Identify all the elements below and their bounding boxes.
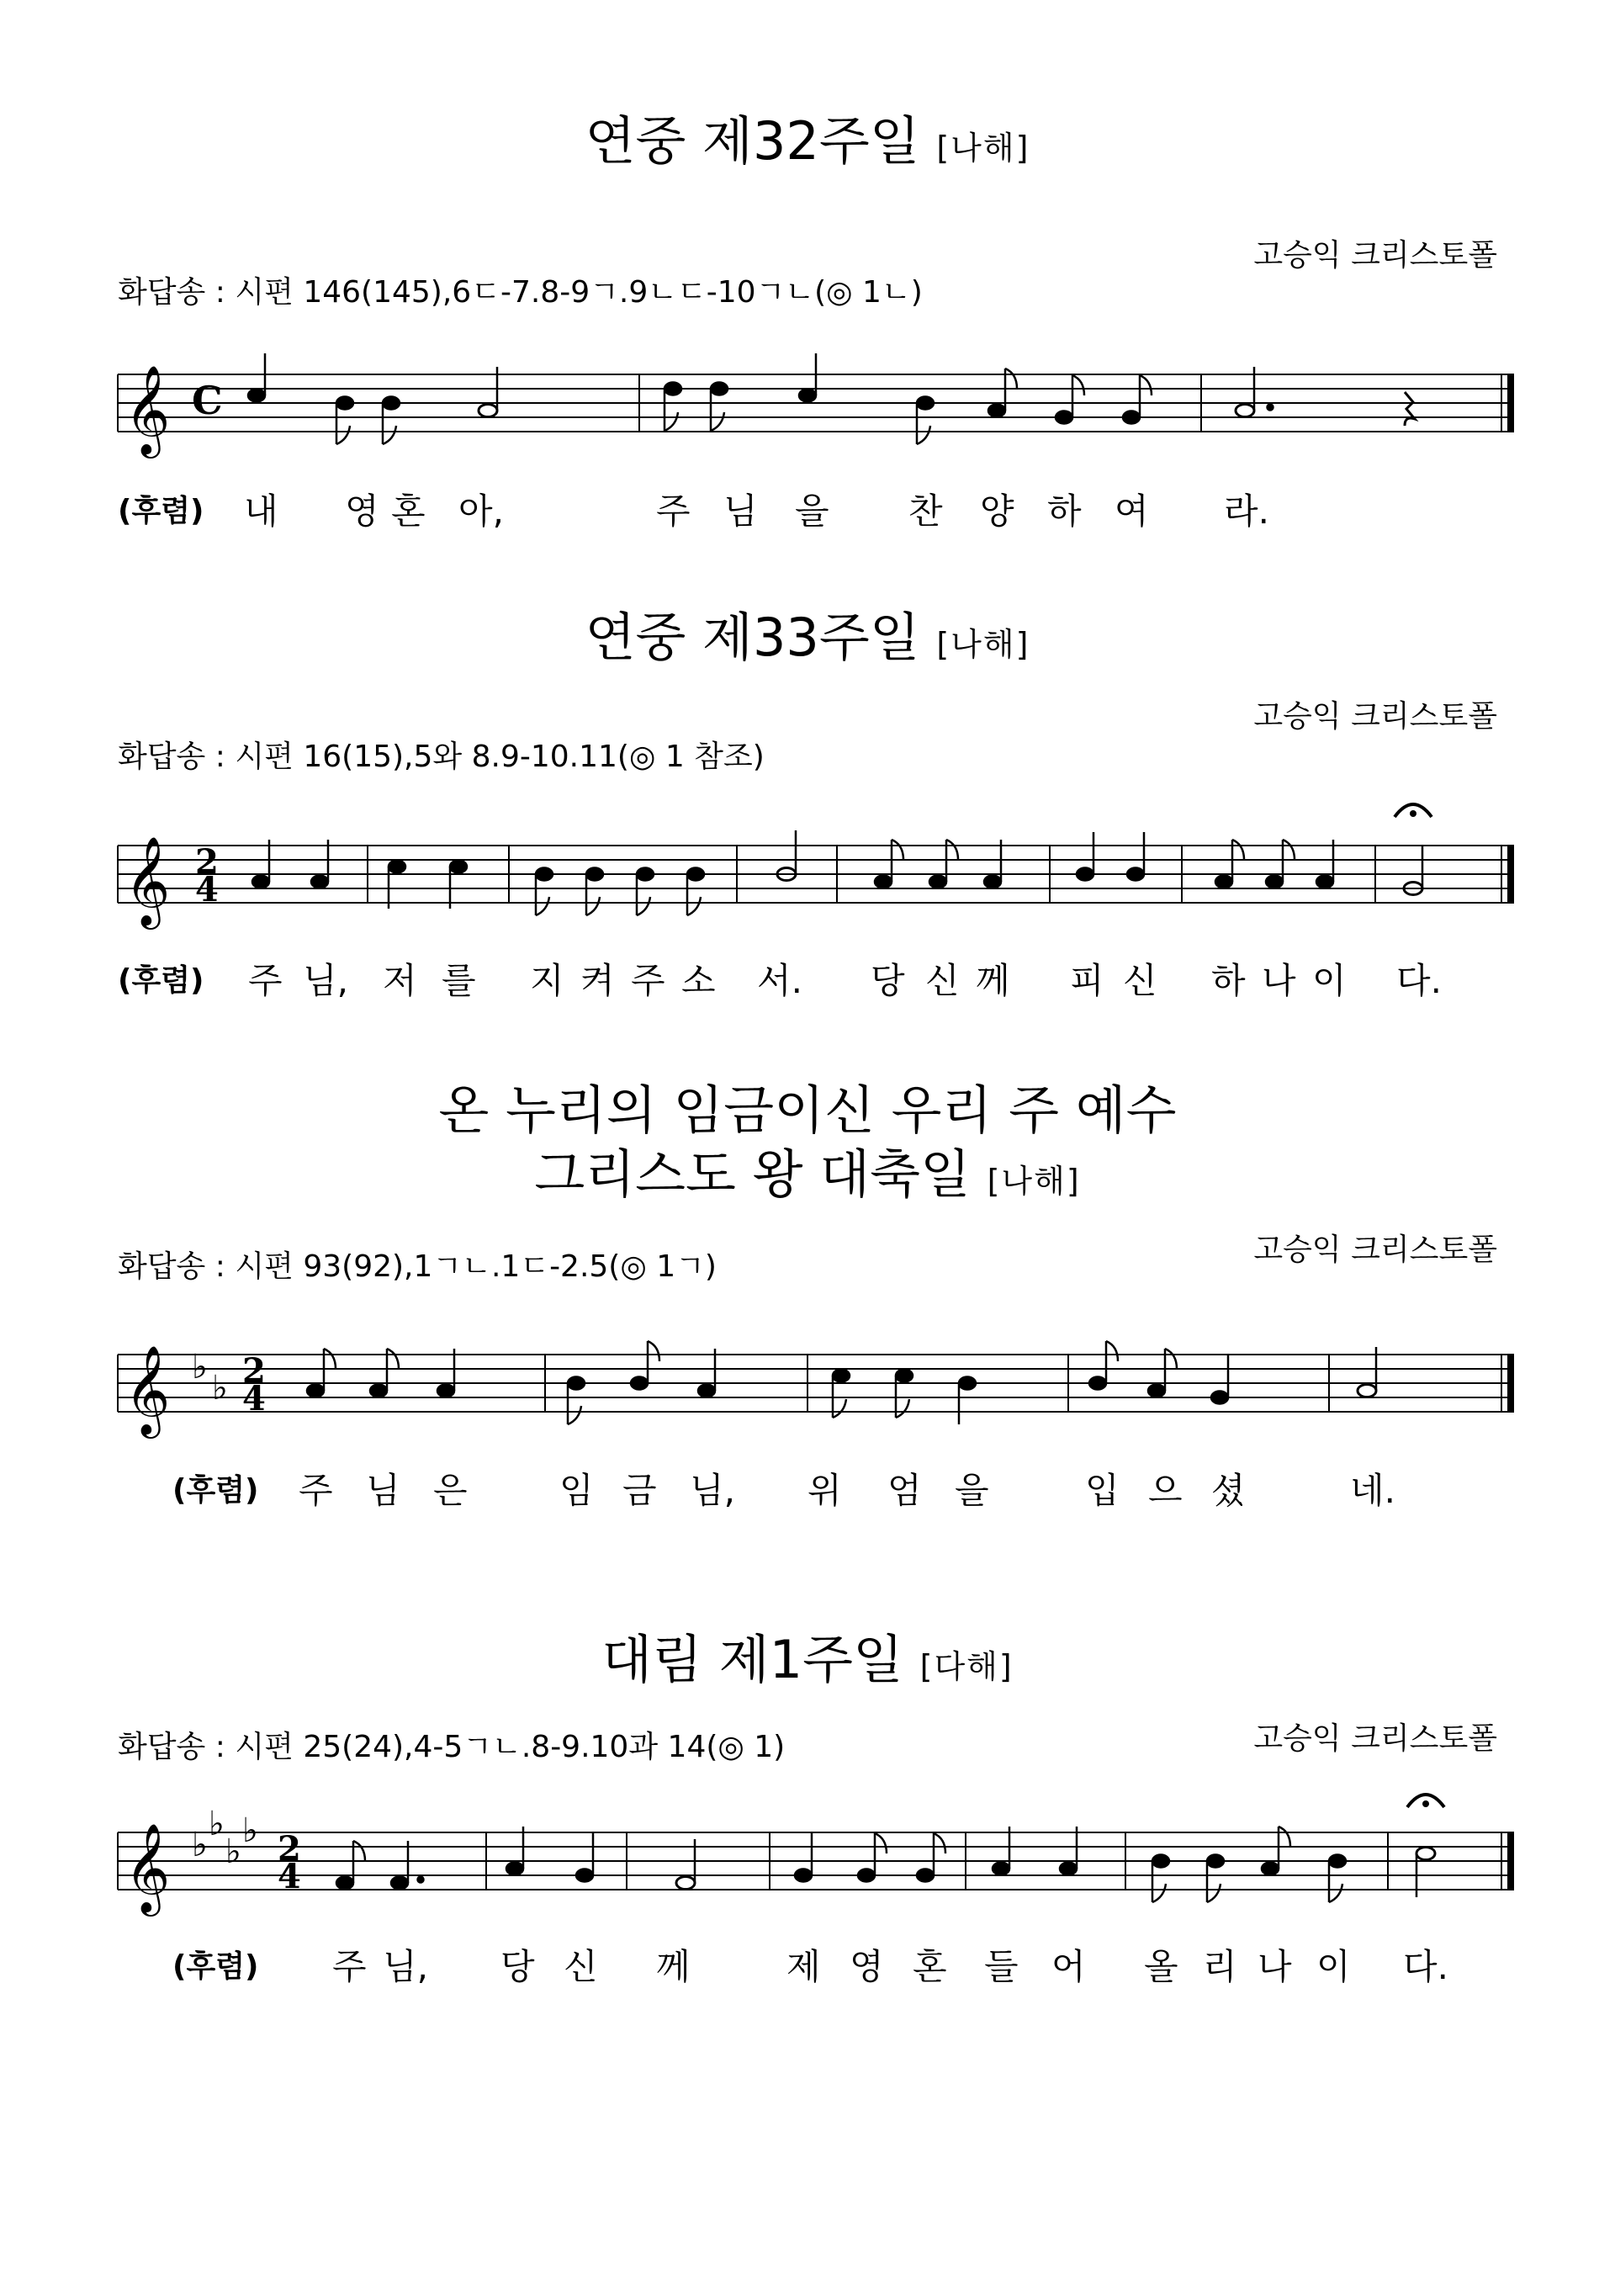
composer: 고승익 크리스토폴 (1253, 1233, 1497, 1267)
refrain-label: (후렴) (118, 494, 204, 528)
lyric-syllable: 당 (500, 1946, 535, 1987)
flat-icon: ♭ (192, 1826, 208, 1864)
lyric-syllable: 소 (681, 960, 716, 1001)
lyric-syllable: 서. (757, 960, 802, 1001)
piece-title (0, 1628, 1615, 1699)
lyric-syllable: 은 (433, 1470, 468, 1511)
svg-text:4: 4 (278, 1857, 301, 1896)
lyric-syllable: 을 (955, 1470, 989, 1511)
lyric-syllable: 양 (980, 490, 1014, 532)
lyric-syllable: 님 (723, 490, 758, 532)
lyric-syllable: 라. (1224, 490, 1269, 532)
lyric-syllable: 아, (458, 490, 504, 532)
lyric-syllable: 여 (1115, 490, 1149, 532)
piece-4 (0, 1628, 1615, 2099)
lyric-syllable: 을 (795, 490, 829, 532)
piece-title (0, 1079, 1615, 1213)
treble-clef-icon: 𝄞 (124, 1344, 171, 1434)
flat-icon: ♭ (192, 1348, 208, 1387)
lyric-syllable: 임 (559, 1470, 594, 1511)
piece-title (0, 606, 1615, 676)
time-signature: 2 (278, 1829, 301, 1869)
lyric-syllable: 님 (366, 1470, 400, 1511)
lyric-syllable: 혼 (913, 1946, 947, 1987)
lyric-syllable: 님, (690, 1470, 735, 1511)
music-staff (0, 1782, 1615, 1933)
lyric-syllable: 주 (248, 960, 283, 1001)
lyric-syllable: 입 (1085, 1470, 1120, 1511)
piece-3 (0, 1079, 1615, 1550)
refrain-label: (후렴) (118, 963, 204, 998)
treble-clef-icon: 𝄞 (124, 364, 171, 454)
music-staff (0, 337, 1615, 488)
refrain-label: (후렴) (172, 1949, 259, 1984)
lyric-syllable: 하 (1047, 490, 1082, 532)
response-psalm: 화답송 : 시편 146(145),6ㄷ-7.8-9ㄱ.9ㄴㄷ-10ㄱㄴ(◎ 1ㄴ) (118, 275, 923, 310)
lyric-syllable: 주 (631, 960, 665, 1001)
lyric-syllable: 내 (244, 490, 278, 532)
flat-icon: ♭ (242, 1811, 258, 1850)
composer: 고승익 크리스토폴 (1253, 699, 1497, 734)
lyric-syllable: 께 (976, 960, 1010, 1001)
lyric-syllable: 으 (1148, 1470, 1183, 1511)
liturgical-year: [나해] (987, 1163, 1081, 1200)
lyric-syllable: 신 (925, 960, 960, 1001)
lyric-syllable: 주 (656, 490, 691, 532)
notes (336, 1827, 1435, 1902)
lyric-syllable: 를 (442, 960, 476, 1001)
music-staff (0, 1304, 1615, 1456)
svg-text:4: 4 (195, 870, 219, 909)
lyric-syllable: 신 (564, 1946, 598, 1987)
lyrics-line (0, 488, 1615, 538)
response-psalm: 화답송 : 시편 25(24),4-5ㄱㄴ.8-9.10과 14(◎ 1) (118, 1730, 786, 1764)
lyric-syllable: 나 (1258, 1946, 1292, 1987)
svg-text:4: 4 (242, 1379, 266, 1418)
treble-clef-icon: 𝄞 (124, 835, 171, 925)
lyric-syllable: 피 (1070, 960, 1104, 1001)
lyric-syllable: 님, (383, 1946, 428, 1987)
lyric-syllable: 금 (622, 1470, 657, 1511)
lyric-syllable: 저 (383, 960, 417, 1001)
lyric-syllable: 찬 (908, 490, 943, 532)
piece-2 (0, 606, 1615, 1077)
lyric-syllable: 께 (656, 1946, 691, 1987)
lyric-syllable: 이 (1312, 960, 1347, 1001)
time-signature: 2 (195, 842, 219, 882)
lyric-syllable: 네. (1350, 1470, 1395, 1511)
lyric-syllable: 지 (530, 960, 564, 1001)
title-text-line-2: 그리스도 왕 대축일 (534, 1143, 971, 1205)
flat-icon: ♭ (225, 1832, 241, 1871)
response-psalm: 화답송 : 시편 16(15),5와 8.9-10.11(◎ 1 참조) (118, 740, 765, 774)
liturgical-year: [나해] (936, 626, 1030, 663)
liturgical-year: [다해] (919, 1648, 1014, 1685)
lyric-syllable: 리 (1203, 1946, 1237, 1987)
lyric-syllable: 이 (1316, 1946, 1351, 1987)
notes (248, 353, 1415, 444)
lyric-syllable: 영 (345, 490, 379, 532)
lyrics-line (0, 957, 1615, 1008)
lyric-syllable: 하 (1211, 960, 1246, 1001)
title-text: 연중 제33주일 (585, 607, 920, 668)
lyric-syllable: 주 (332, 1946, 367, 1987)
treble-clef-icon: 𝄞 (124, 1822, 171, 1912)
lyric-syllable: 위 (808, 1470, 842, 1511)
response-psalm: 화답송 : 시편 93(92),1ㄱㄴ.1ㄷ-2.5(◎ 1ㄱ) (118, 1249, 717, 1284)
lyric-syllable: 혼 (391, 490, 426, 532)
lyric-syllable: 어 (1051, 1946, 1086, 1987)
lyric-syllable: 님, (303, 960, 348, 1001)
title-text-line-1: 온 누리의 임금이신 우리 주 예수 (438, 1079, 1177, 1141)
composer: 고승익 크리스토폴 (1253, 238, 1497, 273)
refrain-label: (후렴) (172, 1473, 259, 1508)
piece-1 (0, 0, 1615, 532)
lyric-syllable: 나 (1262, 960, 1296, 1001)
lyric-syllable: 신 (1123, 960, 1157, 1001)
lyric-syllable: 엄 (887, 1470, 922, 1511)
composer: 고승익 크리스토폴 (1253, 1721, 1497, 1756)
lyrics-line (0, 1943, 1615, 1994)
common-time-signature: C (192, 378, 223, 423)
lyric-syllable: 올 (1144, 1946, 1178, 1987)
lyric-syllable: 영 (850, 1946, 884, 1987)
lyrics-line (0, 1467, 1615, 1518)
flat-icon: ♭ (212, 1369, 228, 1408)
lyric-syllable: 켜 (580, 960, 615, 1001)
lyric-syllable: 당 (871, 960, 905, 1001)
flat-icon: ♭ (209, 1805, 225, 1843)
music-staff (0, 795, 1615, 947)
piece-title (0, 109, 1615, 180)
lyric-syllable: 들 (984, 1946, 1019, 1987)
lyric-syllable: 다. (1396, 960, 1442, 1001)
title-text: 대림 제1주일 (601, 1629, 903, 1690)
lyric-syllable: 제 (786, 1946, 821, 1987)
lyric-syllable: 주 (299, 1470, 333, 1511)
title-text: 연중 제32주일 (585, 110, 920, 172)
lyric-syllable: 다. (1403, 1946, 1448, 1987)
time-signature: 2 (242, 1351, 266, 1391)
lyric-syllable: 셨 (1211, 1470, 1246, 1511)
liturgical-year: [나해] (936, 130, 1030, 167)
